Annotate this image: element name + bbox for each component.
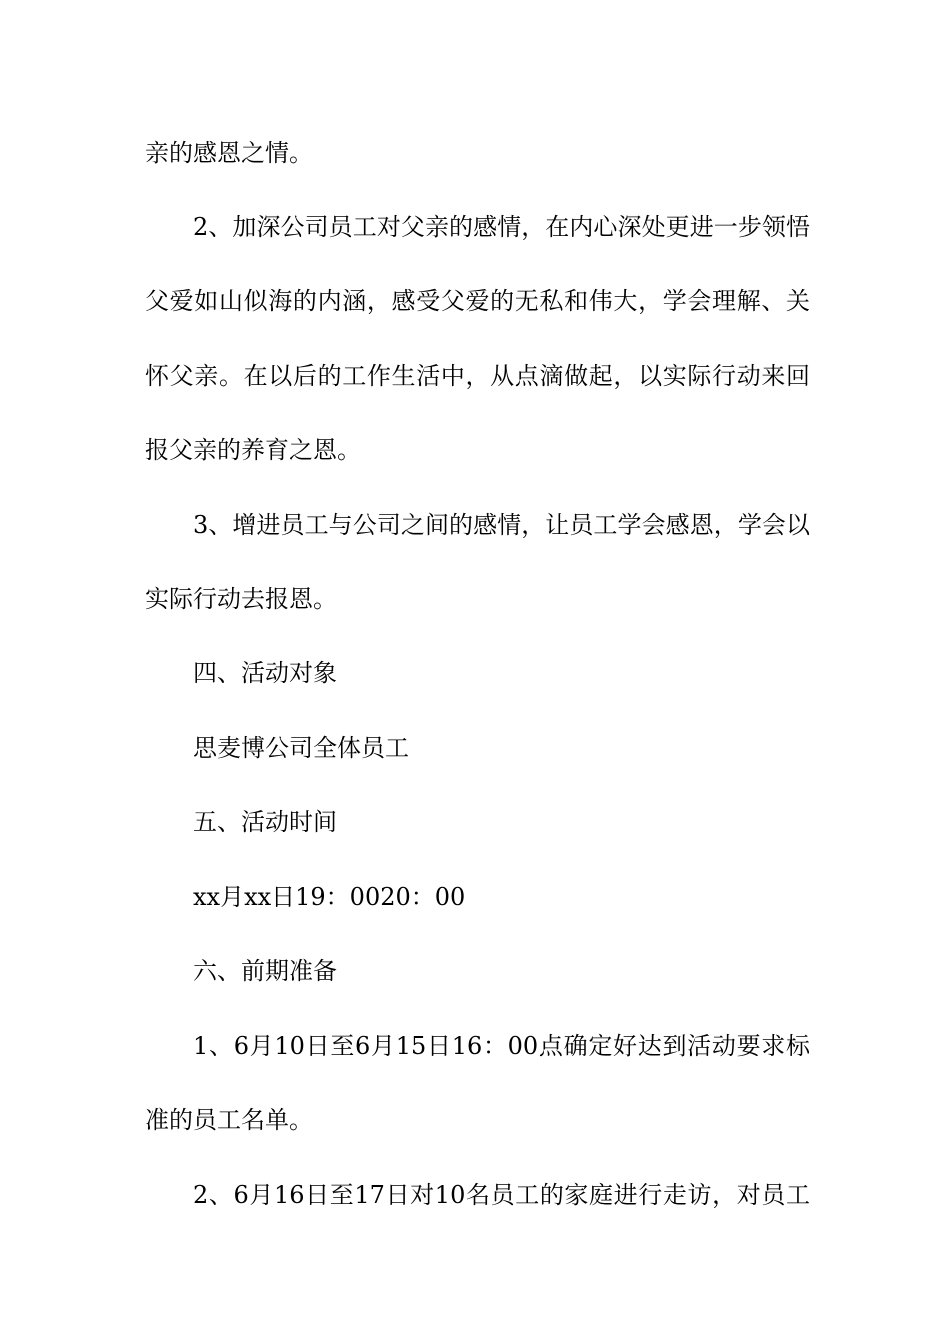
text-line-prep-2-start: 2、6月16日至17日对10名员工的家庭进行走访，对员工 — [193, 1181, 810, 1209]
text-line-item-2-start: 2、加深公司员工对父亲的感情，在内心深处更进一步领悟 — [193, 213, 810, 241]
section-heading-activity-time: 五、活动时间 — [193, 808, 337, 836]
text-line-prep-1-end: 准的员工名单。 — [145, 1106, 313, 1134]
section-heading-preparation: 六、前期准备 — [193, 957, 337, 985]
text-line-item-2-cont-1: 父爱如山似海的内涵，感受父爱的无私和伟大，学会理解、关 — [145, 287, 810, 315]
text-activity-target: 思麦博公司全体员工 — [193, 734, 409, 762]
text-line-item-2-cont-2: 怀父亲。在以后的工作生活中，从点滴做起，以实际行动来回 — [145, 362, 810, 390]
text-line-prep-1-start: 1、6月10日至6月15日16：00点确定好达到活动要求标 — [193, 1032, 810, 1060]
text-line-item-2-end: 报父亲的养育之恩。 — [145, 436, 361, 464]
text-activity-time: xx月xx日19：0020：00 — [193, 883, 466, 911]
text-line-continuation: 亲的感恩之情。 — [145, 139, 313, 167]
text-line-item-3-start: 3、增进员工与公司之间的感情，让员工学会感恩，学会以 — [193, 511, 810, 539]
text-line-item-3-end: 实际行动去报恩。 — [145, 585, 337, 613]
section-heading-activity-target: 四、活动对象 — [193, 659, 337, 687]
